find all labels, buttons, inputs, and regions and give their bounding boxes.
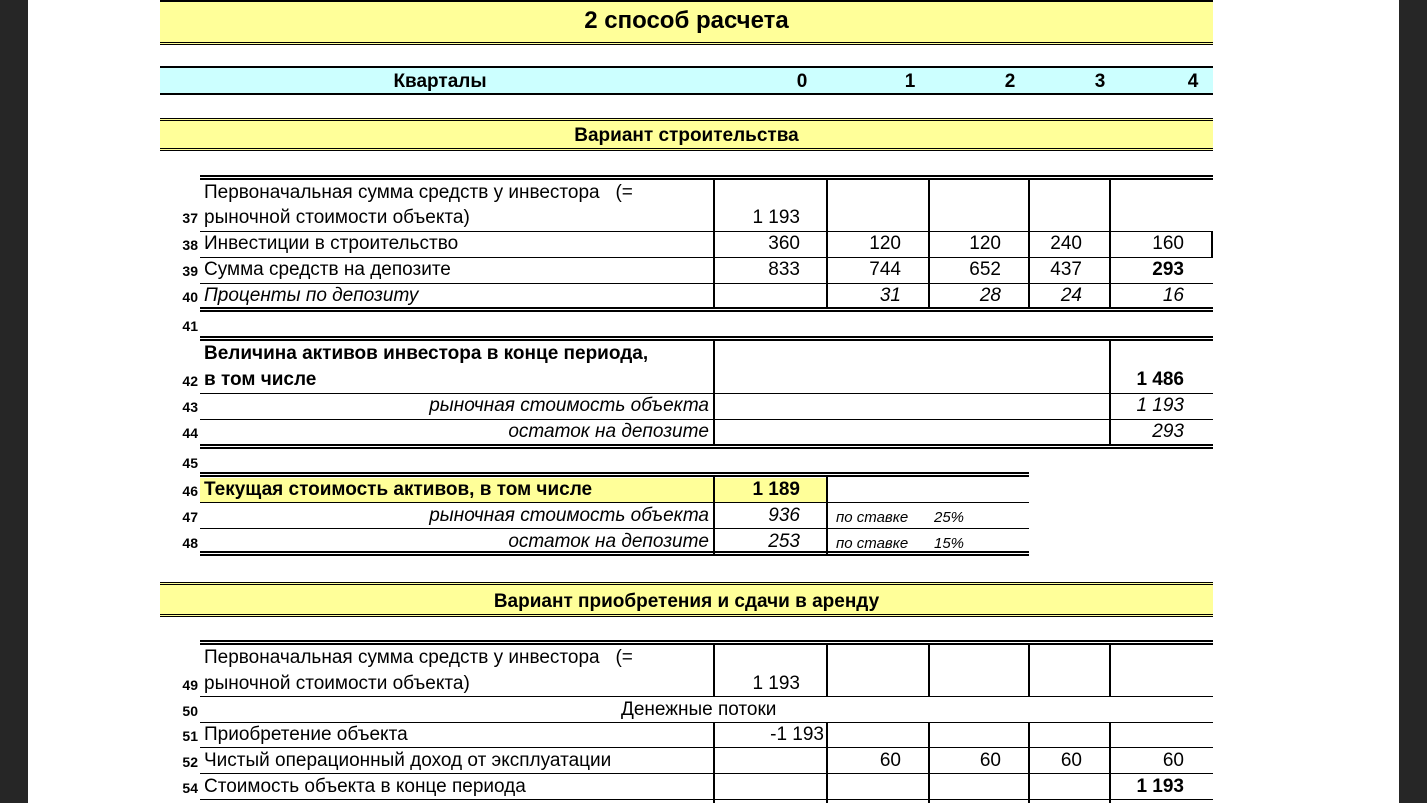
row-line bbox=[200, 336, 1213, 341]
row39-q4: 293 bbox=[1152, 259, 1184, 280]
title-band bbox=[160, 0, 1213, 45]
row-number: 47 bbox=[182, 509, 198, 525]
row-line bbox=[200, 257, 1213, 258]
row40-q2: 28 bbox=[979, 285, 1001, 306]
row43-label: рыночная стоимость объекта bbox=[429, 395, 709, 416]
row52-q1: 60 bbox=[879, 750, 901, 771]
row52-q2: 60 bbox=[979, 750, 1001, 771]
section1-header bbox=[160, 118, 1213, 151]
row-number: 37 bbox=[182, 210, 198, 226]
row39-label: Сумма средств на депозите bbox=[204, 259, 451, 280]
row37-label-line2: рыночной стоимости объекта) bbox=[204, 207, 470, 228]
row44-label: остаток на депозите bbox=[508, 421, 709, 442]
col-divider bbox=[1109, 645, 1111, 697]
section2-header bbox=[160, 582, 1213, 617]
row-line bbox=[200, 528, 1029, 529]
row-line bbox=[200, 472, 1029, 477]
row-line bbox=[200, 747, 1213, 748]
row40-q3: 24 bbox=[1060, 285, 1082, 306]
row-line bbox=[200, 393, 1213, 394]
row44-q4: 293 bbox=[1152, 421, 1184, 442]
row-line bbox=[200, 419, 1213, 420]
row42-label-line1: Величина активов инвестора в конце периода, bbox=[204, 343, 649, 364]
row-line bbox=[200, 307, 1213, 312]
row38-q1: 120 bbox=[869, 233, 901, 254]
section2-title: Вариант приобретения и сдачи в аренду bbox=[493, 591, 880, 612]
row-number: 39 bbox=[182, 263, 198, 279]
row-line bbox=[200, 283, 1213, 284]
row-line bbox=[200, 773, 1213, 774]
row52-q4: 60 bbox=[1162, 750, 1184, 771]
row47-rate-label: по ставке bbox=[836, 509, 909, 526]
row-number: 48 bbox=[182, 535, 198, 551]
page-title: 2 способ расчета bbox=[584, 7, 789, 34]
row52-q3: 60 bbox=[1060, 750, 1082, 771]
row39-q1: 744 bbox=[869, 259, 901, 280]
row37-label-line1: Первоначальная сумма средств у инвестора (= bbox=[204, 182, 633, 203]
row54-label: Стоимость объекта в конце периода bbox=[204, 776, 526, 797]
row-line bbox=[200, 551, 1029, 556]
section1-title: Вариант строительства bbox=[574, 125, 799, 146]
row-number: 52 bbox=[182, 754, 198, 770]
quarters-header bbox=[160, 66, 1213, 95]
quarter-1: 1 bbox=[904, 71, 916, 92]
row38-q3: 240 bbox=[1050, 233, 1082, 254]
row-number: 43 bbox=[182, 399, 198, 415]
row37-q0: 1 193 bbox=[752, 207, 800, 228]
quarter-4: 4 bbox=[1187, 71, 1199, 92]
row49-label-line1: Первоначальная сумма средств у инвестора (= bbox=[204, 647, 633, 668]
row40-label: Проценты по депозиту bbox=[204, 285, 419, 306]
col-divider bbox=[713, 723, 715, 803]
row-line bbox=[200, 696, 1213, 697]
col-divider bbox=[826, 477, 828, 554]
spreadsheet-page bbox=[28, 0, 1399, 803]
col-divider bbox=[1211, 231, 1213, 257]
col-divider bbox=[1028, 645, 1030, 697]
row48-rate: 15% bbox=[934, 535, 965, 552]
row48-q0: 253 bbox=[768, 531, 800, 552]
col-divider bbox=[713, 477, 715, 554]
row43-q4: 1 193 bbox=[1136, 395, 1184, 416]
row39-q0: 833 bbox=[768, 259, 800, 280]
quarter-0: 0 bbox=[796, 71, 808, 92]
row-number: 44 bbox=[182, 425, 198, 441]
row42-q4: 1 486 bbox=[1136, 369, 1184, 390]
row38-label: Инвестиции в строительство bbox=[204, 233, 459, 254]
col-divider bbox=[826, 645, 828, 697]
row-number: 46 bbox=[182, 483, 198, 499]
row47-label: рыночная стоимость объекта bbox=[429, 505, 709, 526]
quarter-2: 2 bbox=[1004, 71, 1016, 92]
col-divider bbox=[713, 645, 715, 697]
row42-label-line2: в том числе bbox=[204, 369, 317, 390]
row-line bbox=[200, 722, 1213, 723]
quarter-3: 3 bbox=[1094, 71, 1106, 92]
row38-q0: 360 bbox=[768, 233, 800, 254]
row54-q4: 1 193 bbox=[1136, 776, 1184, 797]
row39-q2: 652 bbox=[969, 259, 1001, 280]
row-line bbox=[200, 799, 1213, 800]
row46-q0: 1 189 bbox=[752, 479, 800, 500]
row47-q0: 936 bbox=[768, 505, 800, 526]
row-number: 40 bbox=[182, 289, 198, 305]
row47-rate: 25% bbox=[934, 509, 965, 526]
row49-q0: 1 193 bbox=[752, 673, 800, 694]
row-number: 51 bbox=[182, 728, 198, 744]
s2-table-top bbox=[200, 640, 1213, 645]
row-number: 54 bbox=[182, 780, 198, 796]
row48-label: остаток на депозите bbox=[508, 531, 709, 552]
row-number: 42 bbox=[182, 373, 198, 389]
row51-label: Приобретение объекта bbox=[204, 724, 408, 745]
row49-label-line2: рыночной стоимости объекта) bbox=[204, 673, 470, 694]
row40-q4: 16 bbox=[1162, 285, 1184, 306]
row38-q2: 120 bbox=[969, 233, 1001, 254]
row52-label: Чистый операционный доход от эксплуатации bbox=[204, 750, 612, 771]
row38-q4: 160 bbox=[1152, 233, 1184, 254]
col-divider bbox=[713, 180, 715, 309]
row-number: 38 bbox=[182, 237, 198, 253]
row-line bbox=[200, 231, 1213, 232]
row50-label: Денежные потоки bbox=[621, 699, 777, 720]
col-divider bbox=[928, 645, 930, 697]
row-line bbox=[200, 444, 1213, 449]
row-number: 45 bbox=[182, 455, 198, 471]
row40-q1: 31 bbox=[879, 285, 901, 306]
row46-label: Текущая стоимость активов, в том числе bbox=[204, 479, 593, 500]
row-number: 49 bbox=[182, 677, 198, 693]
row-number: 50 bbox=[182, 703, 198, 719]
s1-table-top bbox=[200, 175, 1213, 180]
row48-rate-label: по ставке bbox=[836, 535, 909, 552]
row-number: 41 bbox=[182, 318, 198, 334]
row-line bbox=[200, 502, 1029, 503]
quarters-label: Кварталы bbox=[393, 71, 487, 92]
row51-q0: -1 193 bbox=[770, 724, 824, 745]
row39-q3: 437 bbox=[1050, 259, 1082, 280]
